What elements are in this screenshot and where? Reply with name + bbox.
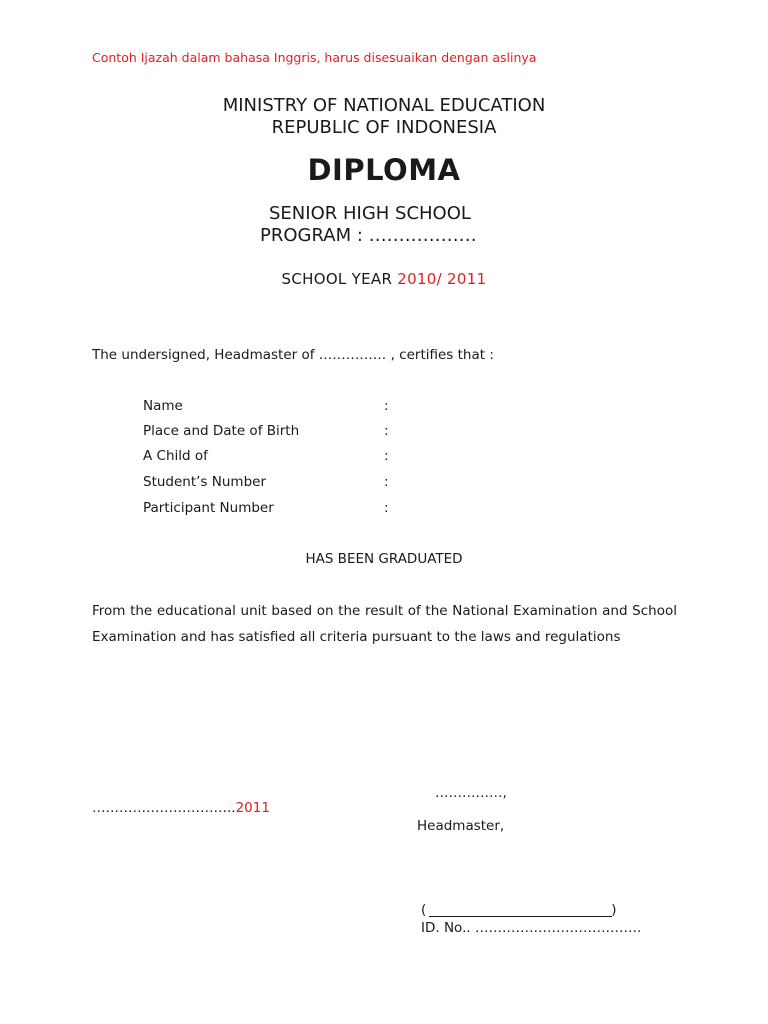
graduated-heading: HAS BEEN GRADUATED xyxy=(305,551,463,567)
signature-underline xyxy=(429,916,612,917)
date-year: 2011 xyxy=(235,800,270,816)
intro-text: The undersigned, Headmaster of …………… , certifies that : xyxy=(92,347,494,363)
ministry-heading xyxy=(0,95,768,139)
field-colon: : xyxy=(384,448,389,464)
field-label-student-number: Student’s Number xyxy=(143,474,266,490)
headmaster-label: Headmaster, xyxy=(417,818,505,834)
bracket-close: ) xyxy=(611,902,617,918)
field-colon: : xyxy=(384,500,389,516)
program-line: PROGRAM : ……………… xyxy=(260,225,477,246)
school-year xyxy=(0,270,768,288)
id-number: ID. No.. ………………………………. xyxy=(421,920,642,936)
ministry-line-1: MINISTRY OF NATIONAL EDUCATION xyxy=(222,95,546,116)
signature-place: ……………, xyxy=(435,785,507,801)
field-colon: : xyxy=(384,423,389,439)
bracket-open: ( xyxy=(421,902,427,918)
field-colon: : xyxy=(384,398,389,414)
field-label-participant-number: Participant Number xyxy=(143,500,274,516)
date-dots: ………………………….. xyxy=(92,800,236,816)
field-label-birth: Place and Date of Birth xyxy=(143,423,300,439)
field-label-child-of: A Child of xyxy=(143,448,208,464)
field-label-name: Name xyxy=(143,398,183,414)
note-text: Contoh Ijazah dalam bahasa Inggris, harus disesuaikan dengan aslinya xyxy=(92,50,537,65)
signature-date xyxy=(92,800,270,816)
diploma-title: DIPLOMA xyxy=(307,153,461,187)
field-colon: : xyxy=(384,474,389,490)
body-paragraph: From the educational unit based on the result of the National Examination and School Examination and has satisfied all criteria pursuant to the laws and regulations xyxy=(92,603,677,645)
school-year-value: 2010/ 2011 xyxy=(397,270,487,288)
ministry-line-2: REPUBLIC OF INDONESIA xyxy=(271,117,497,138)
school-year-label: SCHOOL YEAR xyxy=(281,270,398,288)
school-level: SENIOR HIGH SCHOOL xyxy=(269,203,471,224)
